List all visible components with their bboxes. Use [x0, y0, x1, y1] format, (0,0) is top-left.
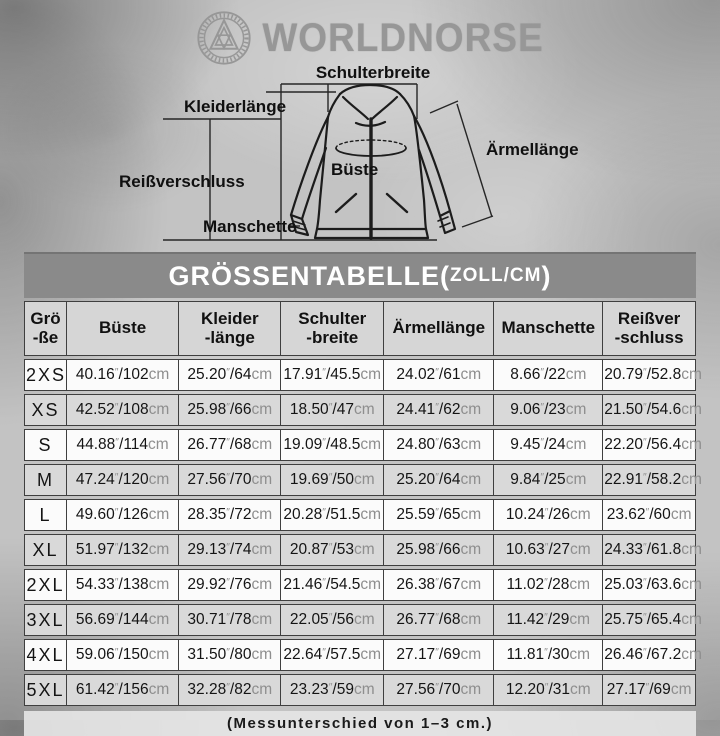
- measurement-cell: 22.91″/58.2cm: [603, 464, 696, 496]
- column-header: Manschette: [494, 301, 603, 356]
- measurement-cell: 10.24″/26cm: [494, 499, 603, 531]
- measurement-cell: 51.97″/132cm: [67, 534, 179, 566]
- brand-wordmark: WORLDNORSE: [262, 15, 544, 60]
- measurement-cell: 56.69″/144cm: [67, 604, 179, 636]
- measurement-cell: 61.42″/156cm: [67, 674, 179, 706]
- measurement-cell: 22.20″/56.4cm: [603, 429, 696, 461]
- measurement-cell: 24.02″/61cm: [384, 359, 494, 391]
- measurement-cell: 25.98″/66cm: [384, 534, 494, 566]
- size-cell: XL: [24, 534, 67, 566]
- table-row: [24, 674, 696, 706]
- size-cell: 2XS: [24, 359, 67, 391]
- measurement-cell: 9.06″/23cm: [494, 394, 603, 426]
- label-aermellaenge: Ärmellänge: [486, 140, 579, 159]
- measurement-cell: 22.64″/57.5cm: [281, 639, 384, 671]
- measurement-cell: 20.79″/52.8cm: [603, 359, 696, 391]
- measurement-cell: 24.33″/61.8cm: [603, 534, 696, 566]
- measurement-cell: 30.71″/78cm: [179, 604, 281, 636]
- measurement-cell: 27.17″/69cm: [384, 639, 494, 671]
- column-header: Ärmellänge: [384, 301, 494, 356]
- table-title: GRÖSSENTABELLE(: [168, 260, 451, 291]
- measurement-cell: 23.62″/60cm: [603, 499, 696, 531]
- measurement-cell: 19.69″/50cm: [281, 464, 384, 496]
- measurement-cell: 26.77″/68cm: [384, 604, 494, 636]
- label-kleiderlaenge: Kleiderlänge: [184, 97, 287, 116]
- size-diagram: [0, 0, 720, 260]
- measurement-cell: 24.41″/62cm: [384, 394, 494, 426]
- table-row: [24, 604, 696, 636]
- measurement-cell: 27.17″/69cm: [603, 674, 696, 706]
- measurement-cell: 26.46″/67.2cm: [603, 639, 696, 671]
- measurement-cell: 27.56″/70cm: [179, 464, 281, 496]
- measurement-cell: 20.28″/51.5cm: [281, 499, 384, 531]
- size-cell: M: [24, 464, 67, 496]
- table-row: [24, 534, 696, 566]
- measurement-cell: 32.28″/82cm: [179, 674, 281, 706]
- measurement-cell: 23.23″/59cm: [281, 674, 384, 706]
- column-header: Kleider -länge: [179, 301, 281, 356]
- measurement-cell: 12.20″/31cm: [494, 674, 603, 706]
- column-header: Grö -ße: [24, 301, 67, 356]
- measurement-cell: 20.87″/53cm: [281, 534, 384, 566]
- size-cell: 3XL: [24, 604, 67, 636]
- size-table: [24, 298, 702, 709]
- measurement-cell: 25.75″/65.4cm: [603, 604, 696, 636]
- table-title-bar: [24, 252, 696, 298]
- measurement-cell: 11.02″/28cm: [494, 569, 603, 601]
- table-title-unit: ZOLL/CM: [450, 265, 542, 286]
- measurement-cell: 25.03″/63.6cm: [603, 569, 696, 601]
- table-row: [24, 464, 696, 496]
- measurement-cell: 10.63″/27cm: [494, 534, 603, 566]
- measurement-cell: 26.77″/68cm: [179, 429, 281, 461]
- size-cell: 5XL: [24, 674, 67, 706]
- table-title-close: ): [541, 260, 552, 291]
- measurement-cell: 29.13″/74cm: [179, 534, 281, 566]
- label-reissverschluss: Reißverschluss: [119, 172, 245, 191]
- measurement-cell: 17.91″/45.5cm: [281, 359, 384, 391]
- measurement-cell: 59.06″/150cm: [67, 639, 179, 671]
- measurement-cell: 49.60″/126cm: [67, 499, 179, 531]
- measurement-cell: 25.20″/64cm: [179, 359, 281, 391]
- table-header-row: [24, 301, 696, 356]
- measurement-cell: 21.46″/54.5cm: [281, 569, 384, 601]
- size-cell: XS: [24, 394, 67, 426]
- measurement-cell: 44.88″/114cm: [67, 429, 179, 461]
- label-bueste: Büste: [331, 160, 379, 179]
- measurement-cell: 25.20″/64cm: [384, 464, 494, 496]
- table-row: [24, 359, 696, 391]
- measurement-cell: 22.05″/56cm: [281, 604, 384, 636]
- measurement-cell: 18.50″/47cm: [281, 394, 384, 426]
- measurement-cell: 27.56″/70cm: [384, 674, 494, 706]
- table-row: [24, 639, 696, 671]
- measurement-cell: 47.24″/120cm: [67, 464, 179, 496]
- measurement-cell: 54.33″/138cm: [67, 569, 179, 601]
- measurement-cell: 8.66″/22cm: [494, 359, 603, 391]
- column-header: Büste: [67, 301, 179, 356]
- measurement-cell: 11.81″/30cm: [494, 639, 603, 671]
- measurement-cell: 40.16″/102cm: [67, 359, 179, 391]
- measurement-cell: 24.80″/63cm: [384, 429, 494, 461]
- column-header: Schulter -breite: [281, 301, 384, 356]
- size-cell: S: [24, 429, 67, 461]
- size-cell: 4XL: [24, 639, 67, 671]
- measurement-cell: 42.52″/108cm: [67, 394, 179, 426]
- measurement-cell: 9.84″/25cm: [494, 464, 603, 496]
- table-row: [24, 429, 696, 461]
- measurement-cell: 25.98″/66cm: [179, 394, 281, 426]
- table-row: [24, 499, 696, 531]
- size-cell: 2XL: [24, 569, 67, 601]
- measurement-cell: 9.45″/24cm: [494, 429, 603, 461]
- measurement-cell: 28.35″/72cm: [179, 499, 281, 531]
- table-row: [24, 569, 696, 601]
- footnote: (Messunterschied von 1–3 cm.): [24, 711, 696, 736]
- label-manschette: Manschette: [203, 217, 297, 236]
- measurement-cell: 11.42″/29cm: [494, 604, 603, 636]
- size-cell: L: [24, 499, 67, 531]
- measurement-cell: 21.50″/54.6cm: [603, 394, 696, 426]
- measurement-cell: 25.59″/65cm: [384, 499, 494, 531]
- size-table-section: [24, 252, 702, 736]
- table-row: [24, 394, 696, 426]
- measurement-cell: 19.09″/48.5cm: [281, 429, 384, 461]
- label-schulterbreite: Schulterbreite: [315, 63, 431, 82]
- measurement-cell: 26.38″/67cm: [384, 569, 494, 601]
- measurement-cell: 29.92″/76cm: [179, 569, 281, 601]
- measurement-cell: 31.50″/80cm: [179, 639, 281, 671]
- column-header: Reißver -schluss: [603, 301, 696, 356]
